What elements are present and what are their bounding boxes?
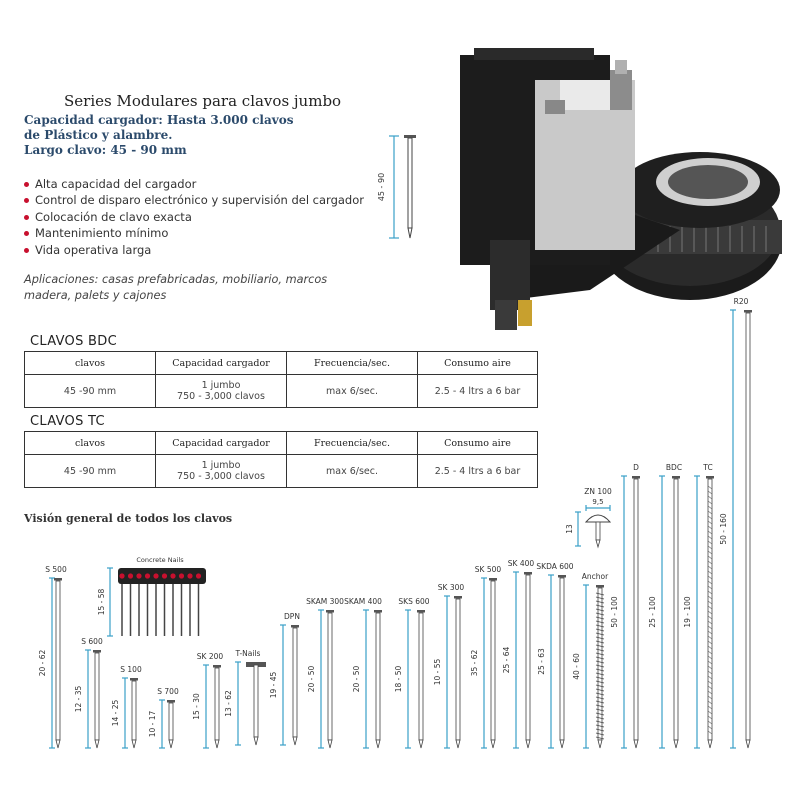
nail-tip	[746, 740, 750, 748]
nail-range-label: 13 - 62	[224, 690, 233, 717]
nail-shank	[95, 653, 99, 740]
nail-shank	[491, 581, 495, 740]
nail-head	[558, 575, 566, 578]
nail-head	[586, 515, 610, 522]
nail-name-label: Anchor	[581, 572, 609, 581]
nail-tip	[215, 740, 219, 748]
nail-range-label: 50 - 160	[719, 513, 728, 545]
cell-capacity-line: 750 - 3,000 clavos	[177, 471, 265, 482]
concrete-nail-collar	[187, 573, 192, 578]
nail-shank	[746, 313, 750, 740]
nail-head	[326, 610, 334, 613]
nail-head	[454, 596, 462, 599]
nail-range-label: 25 - 100	[648, 596, 657, 628]
column-header: Frecuencia/sec.	[287, 352, 418, 375]
nail-name-label: SK 300	[437, 583, 465, 592]
nail-head	[417, 610, 425, 613]
nail-range-label: 15 - 30	[192, 693, 201, 720]
cell-frequency: max 6/sec.	[287, 455, 418, 488]
nail-head	[524, 572, 532, 575]
nail-name-label: SKDA 600	[536, 562, 574, 571]
column-header: clavos	[25, 432, 156, 455]
cell-nails: 45 -90 mm	[25, 375, 156, 408]
nail-head	[374, 610, 382, 613]
nail-range-label: 35 - 62	[470, 649, 479, 677]
nail-head	[706, 476, 714, 479]
nail-shank	[293, 628, 297, 737]
nail-head	[167, 700, 175, 703]
concrete-nail-collar	[179, 573, 184, 578]
nail-head	[130, 678, 138, 681]
nail-shank	[596, 522, 600, 540]
feature-item: Control de disparo electrónico y supervisión del cargador	[24, 192, 364, 208]
cell-nails: 45 -90 mm	[25, 455, 156, 488]
cell-capacity-line: 750 - 3,000 clavos	[177, 391, 265, 402]
concrete-nail-collar	[170, 573, 175, 578]
nail-range-label: 10 - 17	[148, 710, 157, 738]
nail-head	[213, 665, 221, 668]
cell-air: 2.5 - 4 ltrs a 6 bar	[418, 375, 538, 408]
column-header: Consumo aire	[418, 352, 538, 375]
nail-name-label: S 700	[157, 687, 179, 696]
spec-line-length: Largo clavo: 45 - 90 mm	[24, 143, 187, 157]
nail-tip	[598, 740, 602, 748]
cell-air: 2.5 - 4 ltrs a 6 bar	[418, 455, 538, 488]
nail-name-label: ZN 100	[584, 487, 612, 496]
nail-range-label: 20 - 50	[307, 665, 316, 693]
nail-name-label: SKS 600	[398, 597, 430, 606]
hero-nail-range: 45 - 90	[377, 172, 386, 202]
feature-item: Mantenimiento mínimo	[24, 225, 364, 241]
concrete-nail-collar	[136, 573, 141, 578]
nail-range-label: 18 - 50	[394, 665, 403, 693]
nail-head	[632, 476, 640, 479]
feature-item: Colocación de clavo exacta	[24, 209, 364, 225]
nail-tip	[376, 740, 380, 748]
table-title-tc: CLAVOS TC	[30, 414, 105, 429]
nail-tip	[560, 740, 564, 748]
concrete-nail-collar	[162, 573, 167, 578]
nail-tip	[169, 740, 173, 748]
nail-name-label: SK 500	[474, 565, 502, 574]
column-header: clavos	[25, 352, 156, 375]
column-header: Capacidad cargador	[156, 352, 287, 375]
nail-shank	[215, 668, 219, 740]
nail-tip	[674, 740, 678, 748]
concrete-nail-collar	[196, 573, 201, 578]
nail-range-label: 40 - 60	[572, 653, 581, 680]
nail-shank	[56, 581, 60, 740]
nail-name-label: TC	[703, 463, 713, 472]
nail-shank	[419, 613, 423, 740]
nail-tip	[456, 740, 460, 748]
nail-range-label: 13	[565, 524, 574, 534]
concrete-nail-collar	[128, 573, 133, 578]
nail-head-label: 9,5	[592, 498, 604, 506]
nail-name-label: D	[633, 463, 639, 472]
nail-range-label: 20 - 50	[352, 665, 361, 693]
nail-tip	[328, 740, 332, 748]
nail-range-label: 12 - 35	[74, 685, 83, 713]
page-title: Series Modulares para clavos jumbo	[64, 92, 342, 110]
feature-item: Vida operativa larga	[24, 242, 364, 258]
nail-shank	[328, 613, 332, 740]
nail-shank	[254, 665, 258, 737]
feature-item: Alta capacidad del cargador	[24, 176, 364, 192]
nail-tip	[634, 740, 638, 748]
nail-range-label: 25 - 64	[502, 646, 511, 674]
nail-tip	[596, 540, 600, 547]
nail-head	[93, 650, 101, 653]
column-header: Frecuencia/sec.	[287, 432, 418, 455]
nail-head	[54, 578, 62, 581]
nail-name-label: SK 200	[196, 652, 224, 661]
nail-range-label: 15 - 58	[97, 588, 106, 616]
nail-tip	[56, 740, 60, 748]
nail-name-label: S 100	[120, 665, 142, 674]
nail-tip	[293, 737, 297, 745]
nail-range-label: 14 - 25	[111, 699, 120, 727]
nail-name-label: T-Nails	[235, 649, 261, 658]
nail-shank	[598, 588, 602, 740]
applications-text: Aplicaciones: casas prefabricadas, mobiliario, marcos madera, palets y cajones	[24, 273, 328, 302]
nail-range-label: 50 - 100	[610, 596, 619, 628]
overview-title: Visión general de todos los clavos	[24, 512, 233, 525]
nail-tip	[526, 740, 530, 748]
nail-name-label: BDC	[665, 463, 683, 472]
spec-line-capacity: Capacidad cargador: Hasta 3.000 clavos	[24, 113, 294, 127]
nail-shank	[634, 479, 638, 740]
nail-tip	[254, 737, 258, 745]
concrete-nail-collar	[145, 573, 150, 578]
nail-head	[489, 578, 497, 581]
nail-range-label: 20 - 62	[38, 649, 47, 677]
nail-tip	[132, 740, 136, 748]
concrete-nail-collar	[119, 573, 124, 578]
nail-name-label: S 600	[81, 637, 103, 646]
nail-name-label: SKAM 400	[344, 597, 382, 606]
nail-tip	[95, 740, 99, 748]
nail-shank	[169, 703, 173, 740]
nail-name-label: SKAM 300	[306, 597, 344, 606]
table-title-bdc: CLAVOS BDC	[30, 334, 117, 349]
concrete-nail-collar	[153, 573, 158, 578]
nail-head	[672, 476, 680, 479]
nail-tip	[708, 740, 712, 748]
nail-tip	[419, 740, 423, 748]
nail-shank	[456, 599, 460, 740]
nail-range-label: 10 - 55	[433, 658, 442, 686]
nail-range-label: 19 - 100	[683, 596, 692, 628]
cell-capacity-line: 1 jumbo	[201, 460, 241, 471]
nail-shank	[376, 613, 380, 740]
cell-frequency: max 6/sec.	[287, 375, 418, 408]
nail-shank	[560, 578, 564, 740]
nail-shank	[674, 479, 678, 740]
nail-shank	[708, 479, 712, 740]
nail-tip	[491, 740, 495, 748]
nail-name-label: SK 400	[507, 559, 535, 568]
column-header: Consumo aire	[418, 432, 538, 455]
nail-head	[291, 625, 299, 628]
nail-head	[596, 585, 604, 588]
nail-range-label: 25 - 63	[537, 648, 546, 675]
nail-range-label: 19 - 45	[269, 671, 278, 699]
spec-line-material: de Plástico y alambre.	[24, 128, 173, 142]
nail-name-label: Concrete Nails	[136, 556, 184, 564]
nail-shank	[526, 575, 530, 740]
nail-name-label: R20	[733, 297, 749, 306]
cell-capacity-line: 1 jumbo	[201, 380, 241, 391]
nail-head	[744, 310, 752, 313]
nail-name-label: DPN	[284, 612, 300, 621]
nail-shank	[132, 681, 136, 740]
nail-name-label: S 500	[45, 565, 67, 574]
column-header: Capacidad cargador	[156, 432, 287, 455]
